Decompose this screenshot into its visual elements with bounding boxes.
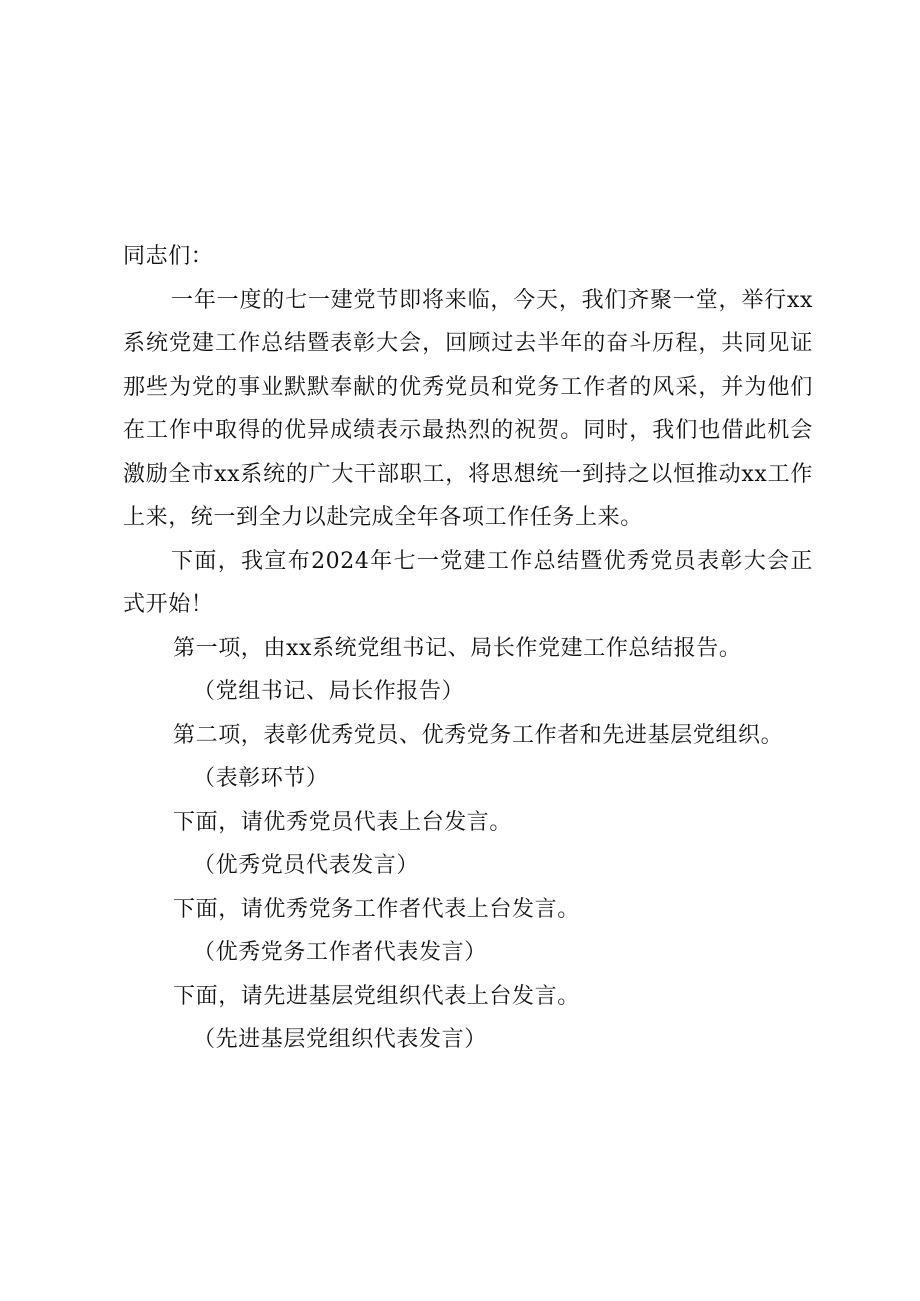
agenda-note-1: （党组书记、局长作报告） bbox=[193, 679, 465, 704]
announcement-paragraph: 下面，我宣布2024年七一党建工作总结暨优秀党员表彰大会正式开始！ bbox=[123, 548, 813, 617]
agenda-note-4: （优秀党务工作者代表发言） bbox=[193, 940, 487, 965]
agenda-item-2: 第二项，表彰优秀党员、优秀党务工作者和先进基层党组织。 bbox=[173, 722, 784, 748]
agenda-item-3: 下面，请优秀党员代表上台发言。 bbox=[173, 809, 513, 835]
agenda-item-1: 第一项，由xx系统党组书记、局长作党建工作总结报告。 bbox=[173, 635, 742, 661]
speech-text bbox=[123, 235, 813, 1062]
agenda-note-2: （表彰环节） bbox=[193, 766, 329, 791]
agenda-note-3: （优秀党员代表发言） bbox=[193, 853, 420, 878]
opening-paragraph: 一年一度的七一建党节即将来临，今天，我们齐聚一堂，举行xx系统党建工作总结暨表彰大会，回顾过去半年的奋斗历程，共同见证那些为党的事业默默奉献的优秀党员和党务工作者的风采，并为他们在工作中取得的优异成绩表示最热烈的祝贺。同时，我们也借此机会激励全市xx系统的广大干部职工，将思想统一到持之以恒推动xx工作上来，统一到全力以赴完成全年各项工作任务上来。 bbox=[123, 287, 813, 530]
agenda-note-5: （先进基层党组织代表发言） bbox=[193, 1027, 487, 1052]
agenda-item-4: 下面，请优秀党务工作者代表上台发言。 bbox=[173, 896, 580, 922]
agenda-item-5: 下面，请先进基层党组织代表上台发言。 bbox=[173, 983, 580, 1009]
salutation: 同志们： bbox=[123, 244, 214, 269]
